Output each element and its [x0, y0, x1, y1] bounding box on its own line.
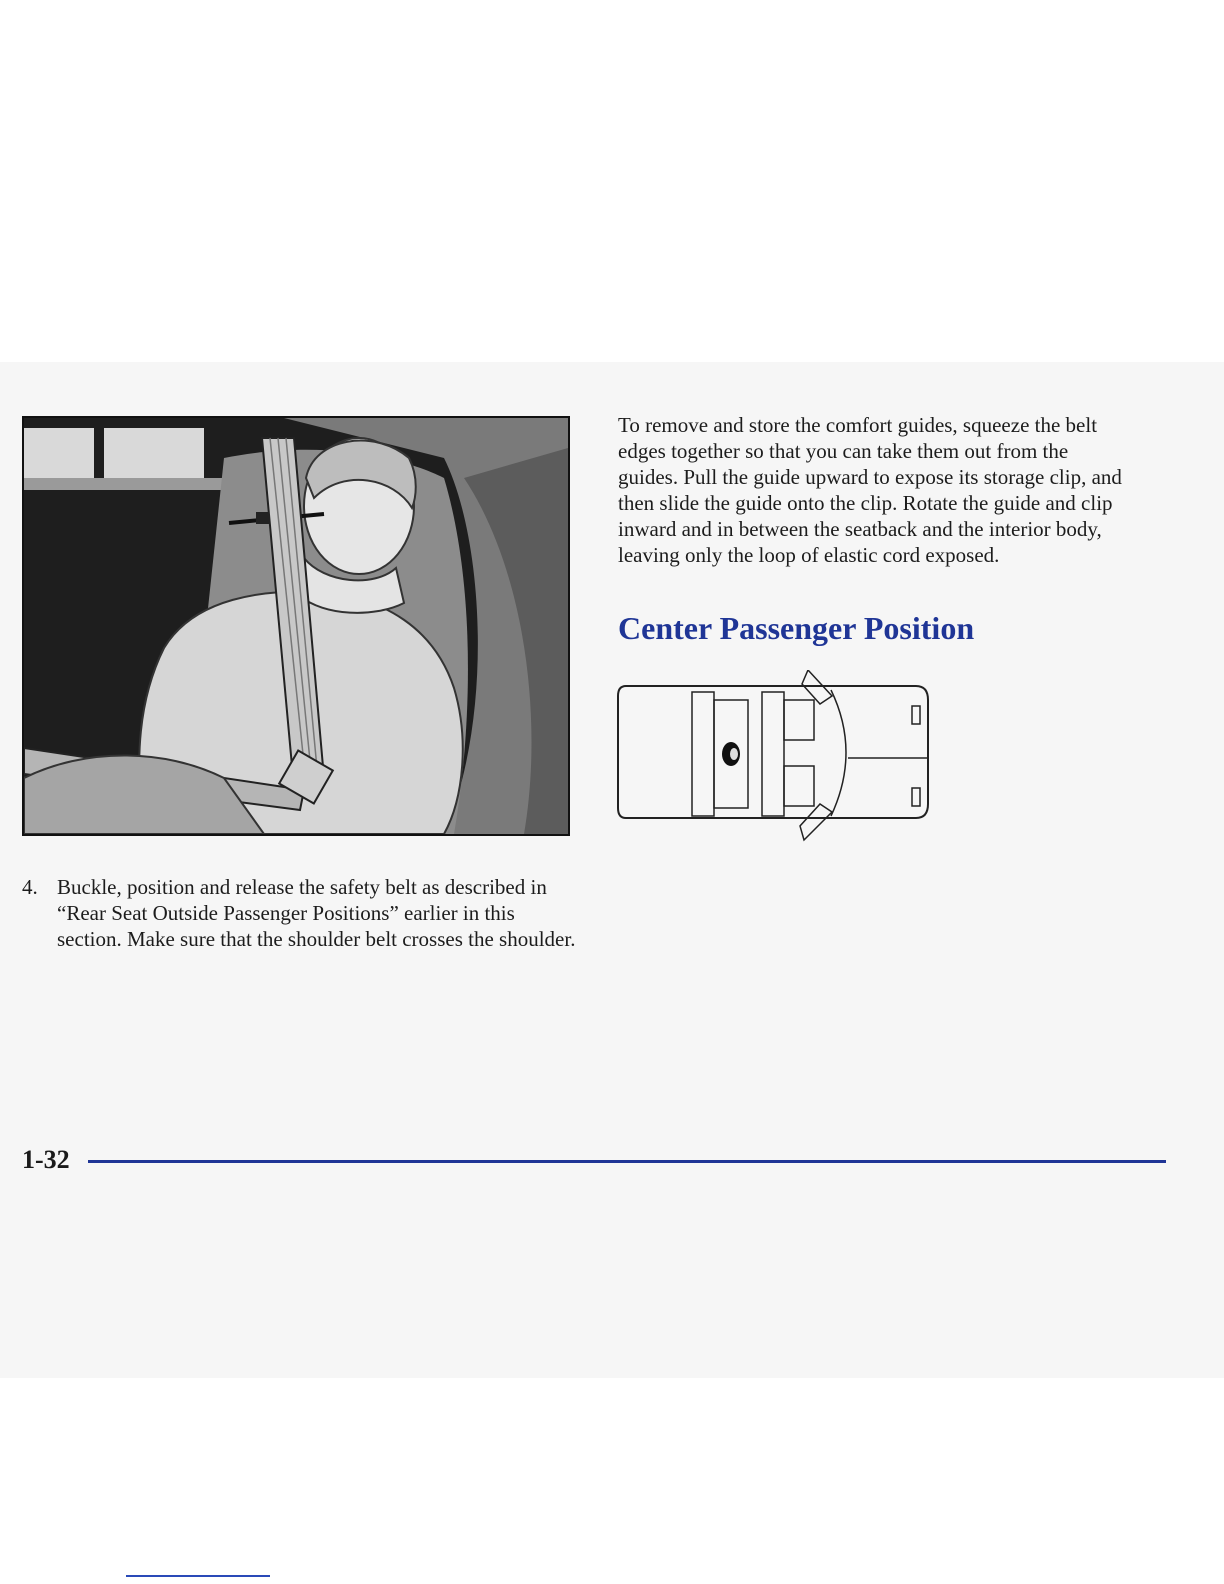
- vehicle-top-view-diagram: [616, 670, 936, 847]
- footer-rule: [88, 1160, 1166, 1163]
- step-4: [22, 874, 582, 952]
- bottom-link-underline[interactable]: [126, 1575, 270, 1577]
- step-text: Buckle, position and release the safety belt as described in “Rear Seat Outside Passenger Positions” earlier in this section. Make sure that the shoulder belt crosses the shoulder.: [57, 875, 576, 951]
- child-seatbelt-illustration-icon: [24, 418, 568, 834]
- vehicle-top-view-center-seat-icon: [616, 670, 936, 842]
- step-number: 4.: [22, 875, 38, 899]
- page-number: 1-32: [22, 1145, 70, 1174]
- section-heading: Center Passenger Position: [618, 610, 975, 646]
- comfort-guide-storage-paragraph: To remove and store the comfort guides, squeeze the belt edges together so that you can take them out from the guides. Pull the guide upward to expose its storage clip, and then slide the guide onto the clip. Rotate the guide and clip inward and in between the seatback and the interior body, leaving only the loop of elastic cord exposed.: [618, 413, 1122, 567]
- child-seatbelt-illustration: [22, 416, 570, 836]
